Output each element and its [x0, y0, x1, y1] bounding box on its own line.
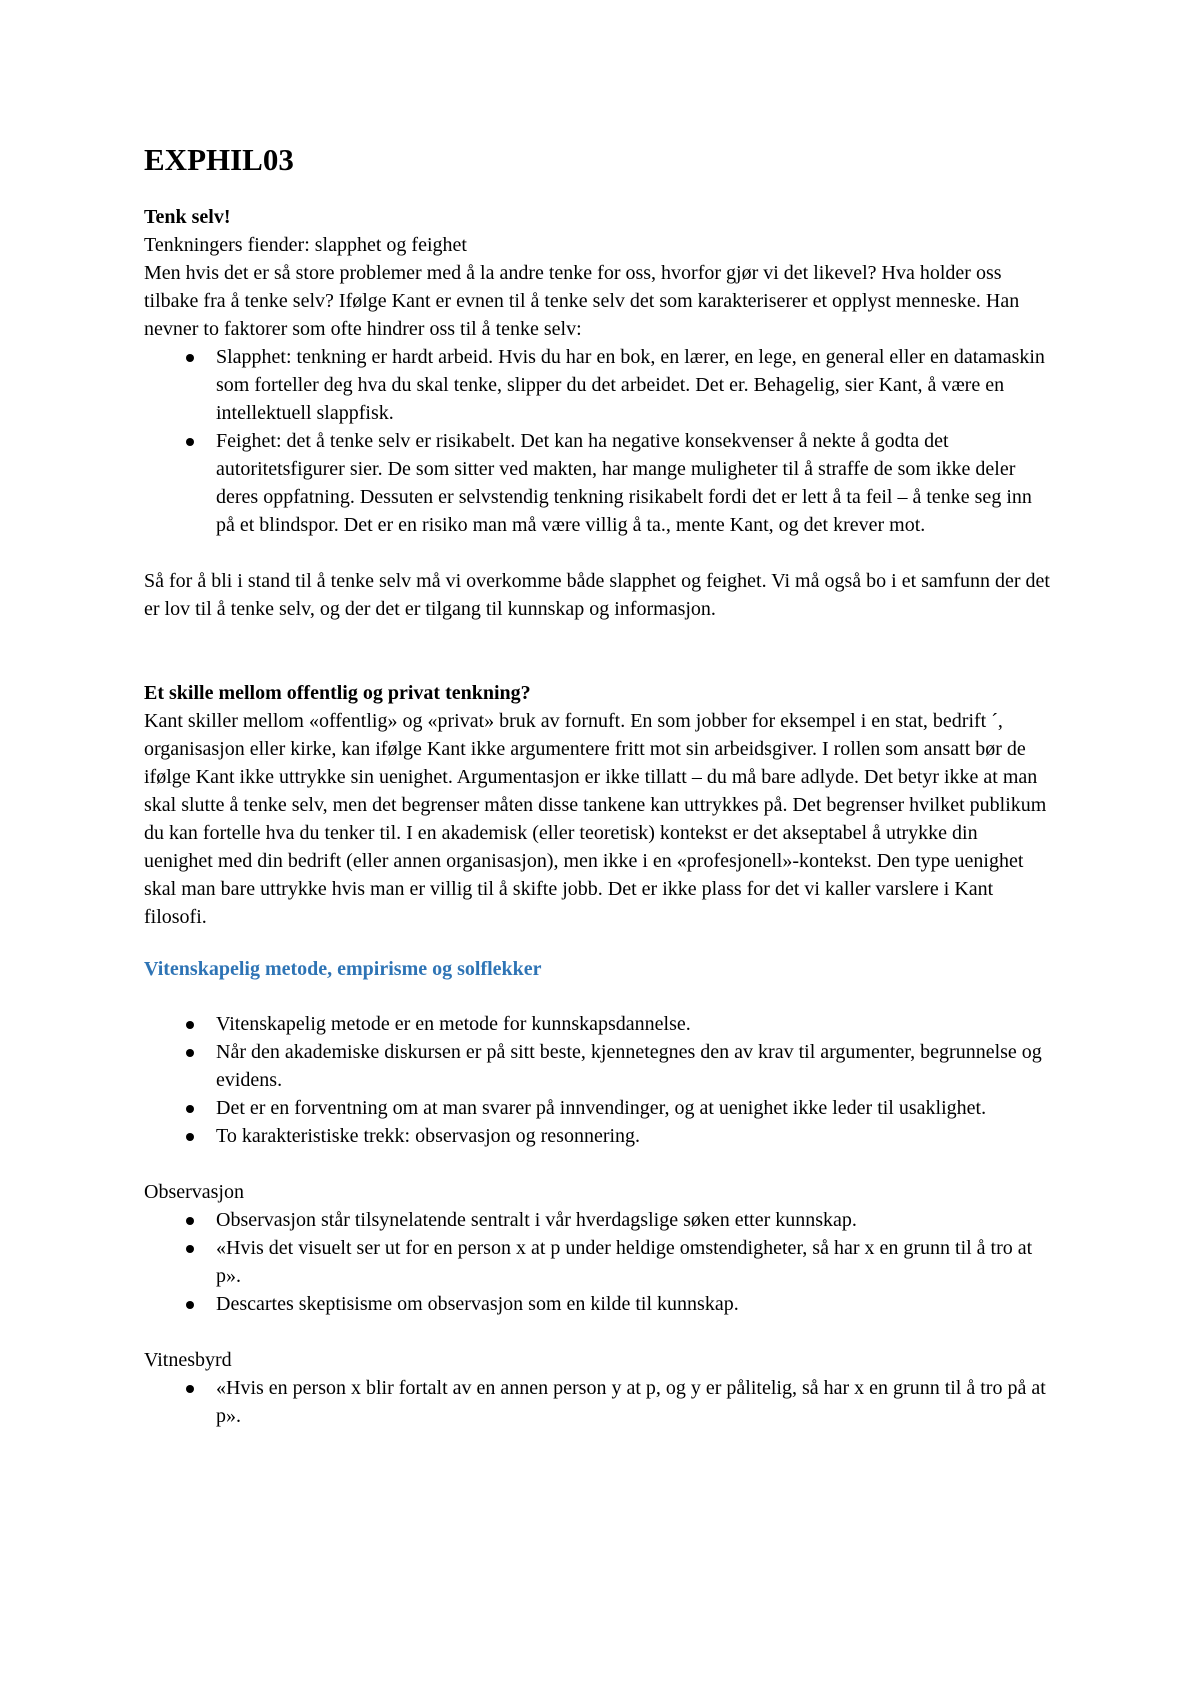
bullet-list — [144, 1206, 1050, 1318]
bullet-list — [144, 1010, 1050, 1150]
list-item: Det er en forventning om at man svarer på innvendinger, og at uenighet ikke leder til usaklighet. — [144, 1094, 1050, 1122]
bullet-list — [144, 1374, 1050, 1430]
paragraph: Så for å bli i stand til å tenke selv må vi overkomme både slapphet og feighet. Vi må også bo i et samfunn der det er lov til å tenke selv, og der det er tilgang til kunnskap og informasjon. — [144, 570, 1050, 620]
document-title: EXPHIL03 — [144, 142, 294, 177]
section-heading-vitenskapelig-metode: Vitenskapelig metode, empirisme og solflekker — [144, 958, 542, 980]
list-item: Når den akademiske diskursen er på sitt beste, kjennetegnes den av krav til argumenter, begrunnelse og evidens. — [144, 1038, 1050, 1094]
bullet-list — [144, 343, 1050, 539]
list-item: «Hvis en person x blir fortalt av en annen person y at p, og y er pålitelig, så har x en grunn til å tro på at p». — [144, 1374, 1050, 1430]
list-item: Vitenskapelig metode er en metode for kunnskapsdannelse. — [144, 1010, 1050, 1038]
list-item: Observasjon står tilsynelatende sentralt i vår hverdagslige søken etter kunnskap. — [144, 1206, 1050, 1234]
paragraph: Tenkningers fiender: slapphet og feighet — [144, 234, 467, 256]
list-item: «Hvis det visuelt ser ut for en person x at p under heldige omstendigheter, så har x en grunn til å tro at p». — [144, 1234, 1050, 1290]
subsection-label-observasjon: Observasjon — [144, 1181, 244, 1203]
subsection-label-vitnesbyrd: Vitnesbyrd — [144, 1349, 232, 1371]
paragraph: Kant skiller mellom «offentlig» og «privat» bruk av fornuft. En som jobber for eksempel i en stat, bedrift ´, organisasjon eller kirke, kan ifølge Kant ikke argumentere fritt mot sin arbeidsgiver. I rollen som ansatt bør de ifølge Kant ikke uttrykke sin uenighet. Argumentasjon er ikke tillatt – du må bare adlyde. Det betyr ikke at man skal slutte å tenke selv, men det begrenser måten disse tankene kan uttrykkes på. Det begrenser hvilket publikum du kan fortelle hva du tenker til. I en akademisk (eller teoretisk) kontekst er det akseptabel å utrykke din uenighet med din bedrift (eller annen organisasjon), men ikke i en «profesjonell»-kontekst. Den type uenighet skal man bare uttrykke hvis man er villig til å skifte jobb. Det er ikke plass for det vi kaller varslere i Kant filosofi. — [144, 710, 1047, 928]
list-item: Slapphet: tenkning er hardt arbeid. Hvis du har en bok, en lærer, en lege, en general eller en datamaskin som forteller deg hva du skal tenke, slipper du det arbeidet. Det er. Behagelig, sier Kant, å være en intellektuell slappfisk. — [144, 343, 1050, 427]
section-heading-offentlig-privat: Et skille mellom offentlig og privat tenkning? — [144, 682, 531, 704]
paragraph: Men hvis det er så store problemer med å la andre tenke for oss, hvorfor gjør vi det likevel? Hva holder oss tilbake fra å tenke selv? Ifølge Kant er evnen til å tenke selv det som karakteriserer et opplyst menneske. Han nevner to faktorer som ofte hindrer oss til å tenke selv: — [144, 262, 1020, 340]
list-item: Feighet: det å tenke selv er risikabelt. Det kan ha negative konsekvenser å nekte å godta det autoritetsfigurer sier. De som sitter ved makten, har mange muligheter til å straffe de som ikke deler deres oppfatning. Dessuten er selvstendig tenkning risikabelt fordi det er lett å ta feil – å tenke seg inn på et blindspor. Det er en risiko man må være villig å ta., mente Kant, og det krever mot. — [144, 427, 1050, 539]
section-heading-tenk-selv: Tenk selv! — [144, 206, 231, 228]
list-item: Descartes skeptisisme om observasjon som en kilde til kunnskap. — [144, 1290, 1050, 1318]
list-item: To karakteristiske trekk: observasjon og resonnering. — [144, 1122, 1050, 1150]
